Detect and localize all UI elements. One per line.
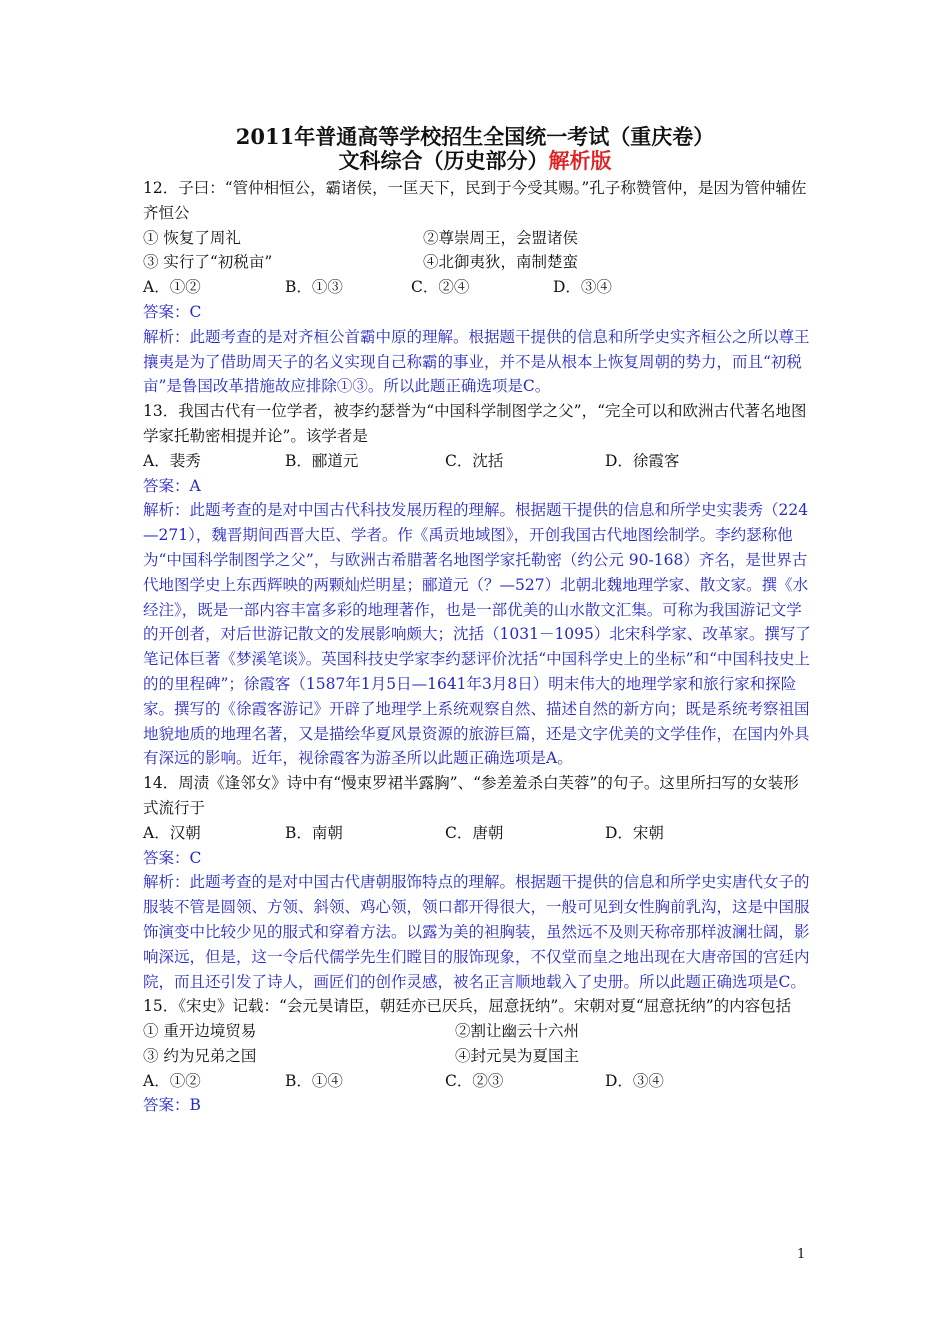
question-15-items-row1 <box>143 1019 813 1044</box>
choice-b: B．①④ <box>285 1071 343 1090</box>
choice-d: D．③④ <box>605 1071 664 1090</box>
question-12-item: ④北御夷狄，南制楚蛮 <box>423 253 579 272</box>
question-12-choices <box>143 275 813 300</box>
choice-d: D．③④ <box>553 278 612 297</box>
question-12-analysis: 解析：此题考查的是对齐桓公首霸中原的理解。根据题干提供的信息和所学史实齐桓公之所以尊王攘夷是为了借助周天子的名义实现自己称霸的事业，并不是从根本上恢复周朝的势力，而且“初税亩”是鲁国改革措施故应排除①③。所以此题正确选项是C。 <box>143 327 810 396</box>
exam-title: 2011年普通高等学校招生全国统一考试（重庆卷） <box>235 124 715 149</box>
question-14-stem: 14．周渍《逢邻女》诗中有“慢束罗裙半露胸”、“参差羞杀白芙蓉”的句子。这里所扫写的女装形式流行于 <box>143 774 799 817</box>
choice-a: A．裴秀 <box>143 451 201 470</box>
subtitle-accent: 解析版 <box>548 148 612 173</box>
question-12-items-row1 <box>143 226 813 251</box>
question-14-analysis: 解析：此题考查的是对中国古代唐朝服饰特点的理解。根据题干提供的信息和所学史实唐代女子的服装不管是圆领、方领、斜领、鸡心领，领口都开得很大，一般可见到女性胸前乳沟，这是中国服饰演变中比较少见的服式和穿着方法。以露为美的袒胸装，虽然远不及则天称帝那样波澜壮阔，影响深远，但是，这一令后代儒学先生们瞠目的服饰现象，不仅堂而皇之地出现在大唐帝国的宫廷内院，而且还引发了诗人，画匠们的创作灵感，被名正言顺地载入了史册。所以此题正确选项是C。 <box>143 873 810 991</box>
choice-b: B．南朝 <box>285 823 343 842</box>
choice-b: B．①③ <box>285 278 343 297</box>
choice-a: A．①② <box>143 278 201 297</box>
question-12-item: ① 恢复了周礼 <box>143 228 241 247</box>
choice-c: C．②④ <box>411 278 470 297</box>
choice-c: C．唐朝 <box>445 823 504 842</box>
question-15-item: ① 重开边境贸易 <box>143 1022 257 1041</box>
question-13-stem: 13．我国古代有一位学者，被李约瑟誉为“中国科学制图学之父”，“完全可以和欧洲古代著名地图学家托勒密相提并论”。该学者是 <box>143 402 807 445</box>
question-15-answer: 答案：B <box>143 1096 201 1115</box>
question-15-item: ②割让幽云十六州 <box>455 1022 580 1041</box>
choice-d: D．宋朝 <box>605 823 664 842</box>
choice-b: B．郦道元 <box>285 451 359 470</box>
question-15-items-row2 <box>143 1044 813 1069</box>
question-15-item: ④封元昊为夏国主 <box>455 1046 580 1065</box>
question-13-analysis: 解析：此题考查的是对中国古代科技发展历程的理解。根据题干提供的信息和所学史实裴秀（224—271），魏晋期间西晋大臣、学者。作《禹贡地域图》，开创我国古代地图绘制学。李约瑟称他为“中国科学制图学之父”，与欧洲古希腊著名地图学家托勒密（约公元 90-168）齐名，是世界古代地图学史上东西辉映的两颗灿烂明星；郦道元（？—527）北朝北魏地理学家、散文家。撰《水经注》，既是一部内容丰富多彩的地理著作，也是一部优美的山水散文汇集。可称为我国游记文学的开创者，对后世游记散文的发展影响颇大；沈括（1031－1095）北宋科学家、改革家。撰写了笔记体巨著《梦溪笔谈》。英国科技史学家李约瑟评价沈括“中国科学史上的坐标”和“中国科技史上的的里程碑”；徐霞客（1587年1月5日—1641年3月8日）明末伟大的地理学家和旅行家和探险家。撰写的《徐霞客游记》开辟了地理学上系统观察自然、描述自然的新方向；既是系统考察祖国地貌地质的地理名著，又是描绘华夏风景资源的旅游巨篇，还是文字优美的文学佳作，在国内外具有深远的影响。近年，视徐霞客为游圣所以此题正确选项是A。 <box>143 501 811 768</box>
question-15-choices <box>143 1069 813 1094</box>
question-14-choices <box>143 821 813 846</box>
question-15-item: ③ 约为兄弟之国 <box>143 1046 257 1065</box>
question-12-item: ②尊崇周王，会盟诸侯 <box>423 228 579 247</box>
question-12-stem: 12．子曰：“管仲相恒公，霸诸侯，一匡天下，民到于今受其赐。”孔子称赞管仲，是因为管仲辅佐齐恒公 <box>143 179 807 222</box>
question-13-answer: 答案：A <box>143 476 201 495</box>
question-12-items-row2 <box>143 250 813 275</box>
question-15-stem: 15．《宋史》记载：“会元昊请臣，朝廷亦已厌兵，屈意抚纳”。宋朝对夏“屈意抚纳”的内容包括 <box>143 997 792 1016</box>
subtitle-main: 文科综合（历史部分） <box>338 148 549 173</box>
choice-a: A．汉朝 <box>143 823 201 842</box>
choice-c: C．沈括 <box>445 451 504 470</box>
choice-d: D．徐霞客 <box>605 451 680 470</box>
choice-a: A．①② <box>143 1071 201 1090</box>
question-12-item: ③ 实行了“初税亩” <box>143 253 273 272</box>
question-14-answer: 答案：C <box>143 848 202 867</box>
exam-subtitle <box>0 148 950 174</box>
question-13-choices <box>143 449 813 474</box>
question-12-answer: 答案：C <box>143 302 202 321</box>
choice-c: C．②③ <box>445 1071 504 1090</box>
page-number: 1 <box>797 1247 806 1262</box>
document-body <box>143 176 813 1118</box>
